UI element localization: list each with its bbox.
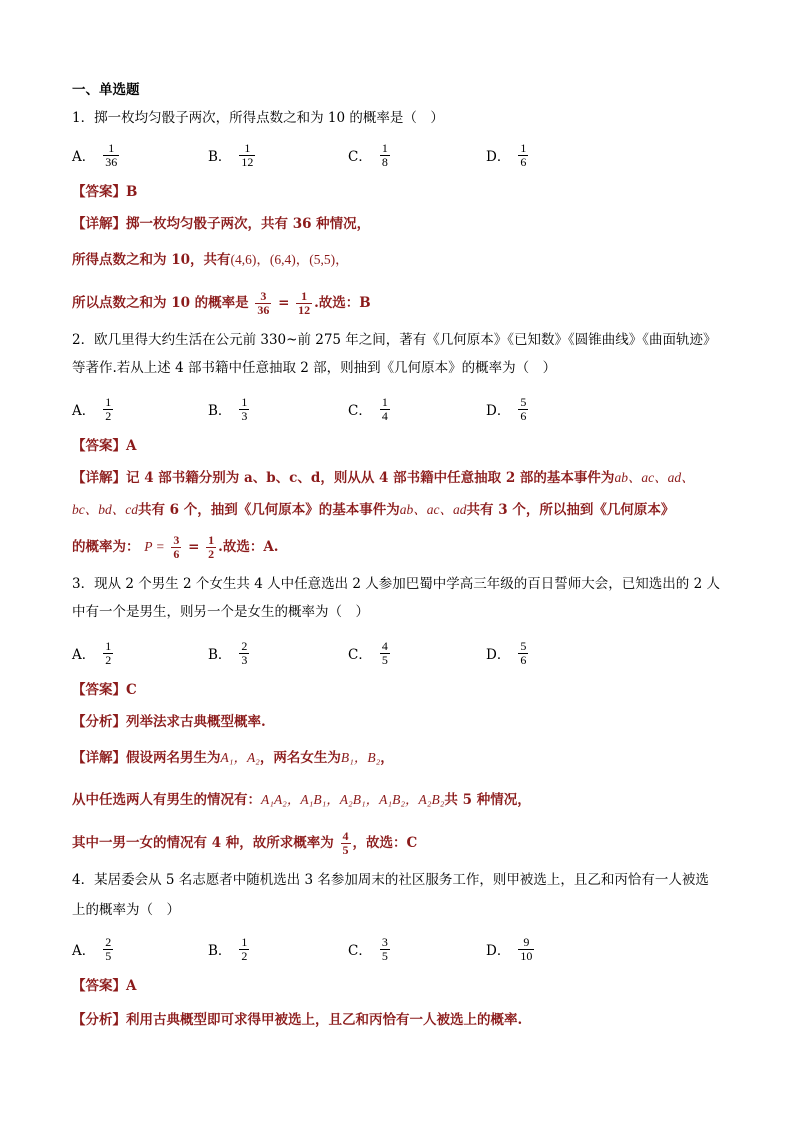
q2-detail-3: 的概率为： P = $\frac{3}{6}$ = $\frac{1}{2}$ .故选：A. [72,533,279,561]
section-title: 一、单选题 [72,82,140,98]
q2-options [72,394,732,424]
q3-option-b[interactable]: B． $\frac{2}{3}$ [208,638,248,667]
q4-option-b[interactable]: B． $\frac{1}{2}$ [208,934,248,963]
fraction: $\frac{4}{5}$ [342,829,349,857]
fraction: $\frac{1}{36}$ [105,140,118,169]
q2-stem-2: 等著作.若从上述 4 部书籍中任意抽取 2 部，则抽到《几何原本》的概率为（ ） [72,360,557,376]
q1-option-c[interactable]: C． $\frac{1}{8}$ [348,140,388,169]
q4-option-a[interactable]: A． $\frac{2}{5}$ [72,934,112,963]
fraction: $\frac{1}{12}$ [298,289,311,317]
fraction: $\frac{1}{2}$ [105,394,112,423]
fraction: $\frac{5}{6}$ [520,394,527,423]
q3-option-c[interactable]: C． $\frac{4}{5}$ [348,638,388,667]
q3-detail-1: 【详解】假设两名男生为A₁，A₂，两名女生为B₁，B₂， [72,750,394,766]
q1-stem: 1．掷一枚均匀骰子两次，所得点数之和为 10 的概率是（ ） [72,110,444,126]
fraction: $\frac{2}{3}$ [241,638,248,667]
fraction: $\frac{4}{5}$ [381,638,388,667]
fraction: $\frac{1}{3}$ [241,394,248,423]
q3-stem-1: 3．现从 2 个男生 2 个女生共 4 人中任意选出 2 人参加巴蜀中学高三年级的百日誓师大会，已知选出的 2 人 [72,576,720,592]
fraction: $\frac{3}{5}$ [381,934,388,963]
q1-option-b[interactable]: B． $\frac{1}{12}$ [208,140,254,169]
q4-analysis: 【分析】利用古典概型即可求得甲被选上，且乙和丙恰有一人被选上的概率. [72,1012,523,1028]
q1-options [72,140,732,170]
fraction: $\frac{1}{6}$ [520,140,527,169]
q3-stem-2: 中有一个是男生，则另一个是女生的概率为（ ） [72,604,369,620]
q3-options [72,638,732,668]
q2-stem-1: 2．欧几里得大约生活在公元前 330~前 275 年之间，著有《几何原本》《已知数》《圆锥曲线》《曲面轨迹》 [72,332,717,348]
q1-option-a[interactable]: A． $\frac{1}{36}$ [72,140,118,169]
q3-detail-2: 从中任选两人有男生的情况有：A₁A₂，A₁B₁，A₂B₁，A₁B₂，A₂B₂共 5 种情况， [72,792,531,808]
q3-answer: 【答案】C [72,682,137,698]
q2-option-c[interactable]: C． $\frac{1}{4}$ [348,394,388,423]
fraction: $\frac{5}{6}$ [520,638,527,667]
fraction: $\frac{1}{2}$ [208,533,215,561]
fraction: $\frac{1}{4}$ [381,394,388,423]
q2-answer: 【答案】A [72,438,137,454]
q4-answer: 【答案】A [72,978,137,994]
q1-option-d[interactable]: D． $\frac{1}{6}$ [486,140,527,169]
q4-option-c[interactable]: C． $\frac{3}{5}$ [348,934,388,963]
fraction: $\frac{2}{5}$ [105,934,112,963]
q2-option-b[interactable]: B． $\frac{1}{3}$ [208,394,248,423]
q3-detail-3: 其中一男一女的情况有 4 种，故所求概率为 $\frac{4}{5}$ ，故选：C [72,829,418,857]
q1-detail-3: 所以点数之和为 10 的概率是 $\frac{3}{36}$ = $\frac{1}{12}$ .故选：B [72,289,371,317]
fraction: $\frac{1}{8}$ [381,140,388,169]
q2-detail-1: 【详解】记 4 部书籍分别为 a、b、c、d，则从从 4 部书籍中任意抽取 2 部的基本事件为ab、ac、ad、 [72,470,695,486]
q2-detail-2: bc、bd、cd共有 6 个，抽到《几何原本》的基本事件为ab、ac、ad共有 3 个，所以抽到《几何原本》 [72,502,675,518]
fraction: $\frac{3}{6}$ [173,533,180,561]
q4-options [72,934,732,964]
fraction: $\frac{9}{10}$ [520,934,533,963]
q3-option-a[interactable]: A． $\frac{1}{2}$ [72,638,112,667]
fraction: $\frac{3}{36}$ [257,289,270,317]
q3-analysis: 【分析】列举法求古典概型概率. [72,714,266,730]
q2-option-d[interactable]: D． $\frac{5}{6}$ [486,394,527,423]
fraction: $\frac{1}{2}$ [241,934,248,963]
q4-stem-1: 4．某居委会从 5 名志愿者中随机选出 3 名参加周末的社区服务工作，则甲被选上，且乙和丙恰有一人被选 [72,872,709,888]
fraction: $\frac{1}{12}$ [241,140,254,169]
q1-detail-1: 【详解】掷一枚均匀骰子两次，共有 36 种情况， [72,216,371,232]
q1-answer: 【答案】B [72,184,138,200]
fraction: $\frac{1}{2}$ [105,638,112,667]
q4-option-d[interactable]: D． $\frac{9}{10}$ [486,934,533,963]
q2-option-a[interactable]: A． $\frac{1}{2}$ [72,394,112,423]
q1-detail-2: 所得点数之和为 10，共有(4,6)，(6,4)，(5,5)， [72,252,349,268]
q4-stem-2: 上的概率为（ ） [72,902,180,918]
q3-option-d[interactable]: D． $\frac{5}{6}$ [486,638,527,667]
